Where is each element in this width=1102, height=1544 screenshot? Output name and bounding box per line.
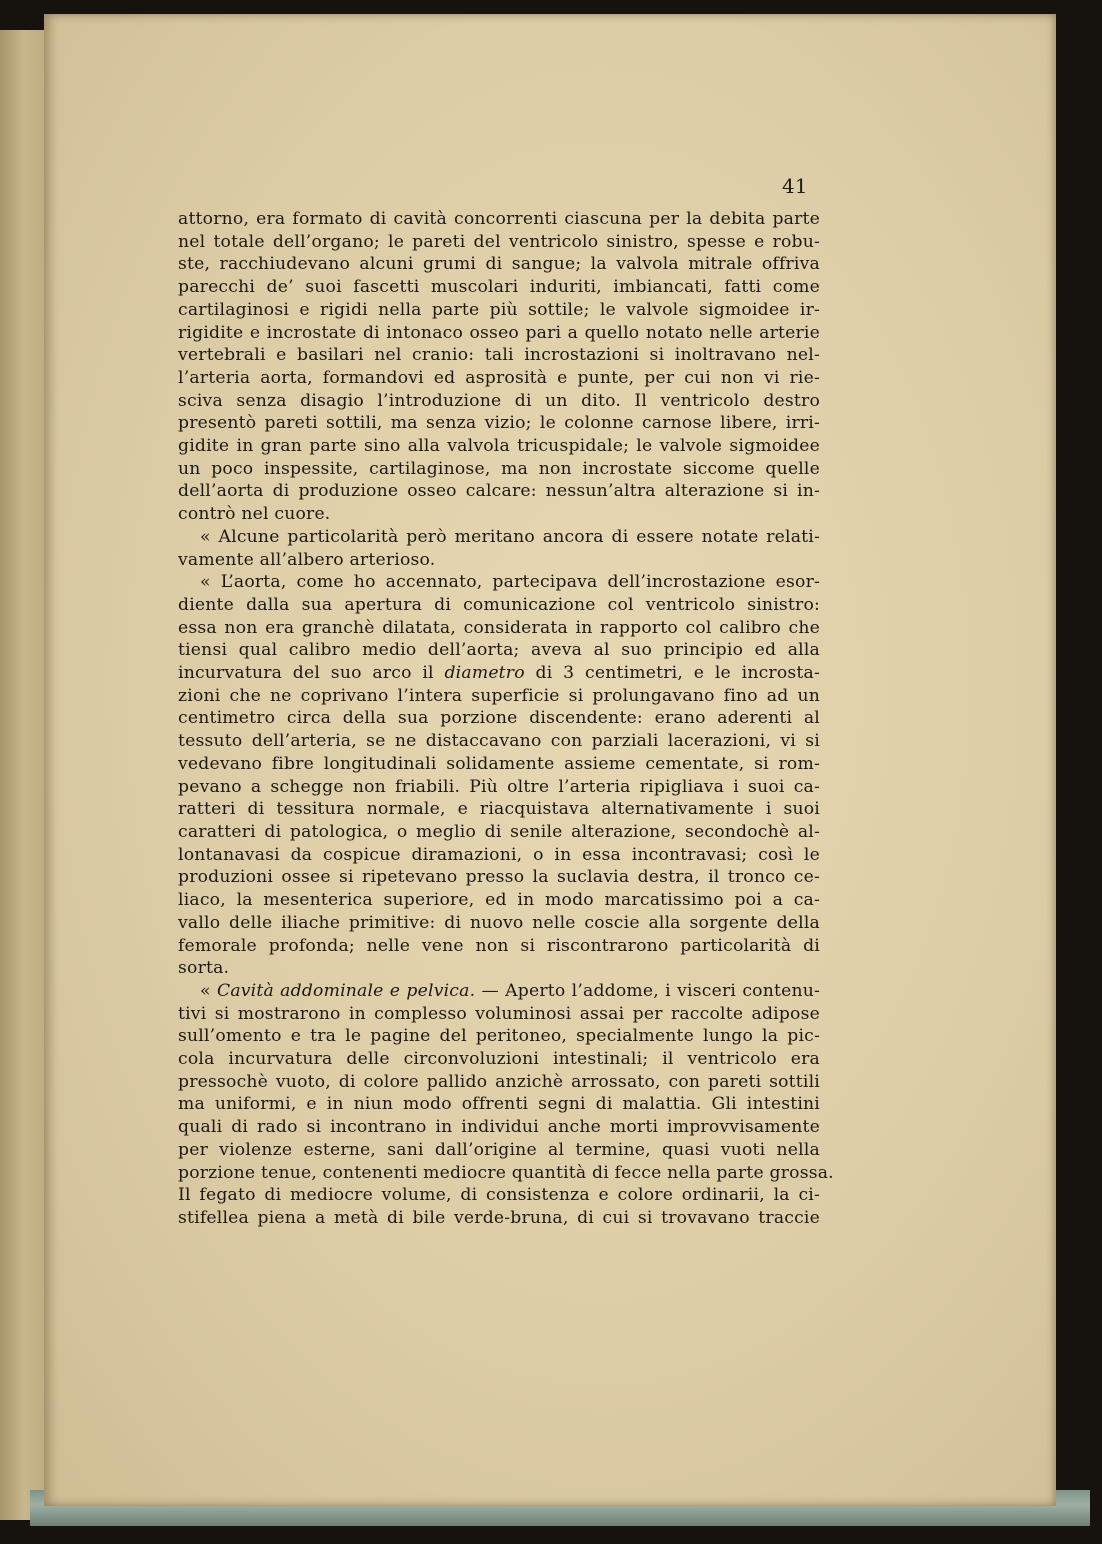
text-line: vertebrali e basilari nel cranio: tali incrostazioni si inoltravano nel- [178,345,820,366]
text-line: diente dalla sua apertura di comunicazione col ventricolo sinistro: [178,594,820,615]
text-line: essa non era granchè dilatata, considerata in rapporto col calibro che [178,617,820,638]
text-line: liaco, la mesenterica superiore, ed in modo marcatissimo poi a ca- [178,890,820,911]
text-line: per violenze esterne, sani dall’origine al termine, quasi vuoti nella [178,1139,820,1160]
text-line: dell’aorta di produzione osseo calcare: nessun’altra alterazione si in- [178,481,820,502]
text-line: femorale profonda; nelle vene non si riscontrarono particolarità di [178,935,820,956]
text-line: gidite in gran parte sino alla valvola tricuspidale; le valvole sigmoidee [178,436,820,457]
text-segment: incurvatura del suo arco il [178,663,445,684]
text-line: produzioni ossee si ripetevano presso la suclavia destra, il tronco ce- [178,867,820,888]
text-line [178,662,820,685]
text-line: quali di rado si incontrano in individui anche morti improvvisamente [178,1117,820,1138]
text-line: attorno, era formato di cavità concorrenti ciascuna per la debita parte [178,209,820,229]
text-line: ma uniformi, e in niun modo offrenti segni di malattia. Gli intestini [178,1094,820,1115]
text-line: zioni che ne coprivano l’intera superficie si prolungavano fino ad un [178,685,820,706]
text-line: vedevano fibre longitudinali solidamente assieme cementate, si rom- [178,753,820,774]
text-line: stifellea piena a metà di bile verde-bruna, di cui si trovavano traccie [178,1207,820,1228]
italic-term: diametro [444,663,525,684]
page-number: 41 [782,174,808,198]
text-line: rigidite e incrostate di intonaco osseo pari a quello notato nelle arterie [178,322,820,343]
text-line: tivi si mostrarono in complesso voluminosi assai per raccolte adipose [178,1003,820,1024]
text-line: tessuto dell’arteria, se ne distaccavano con parziali lacerazioni, vi si [178,731,820,752]
text-line: « Alcune particolarità però meritano ancora di essere notate relati- [200,526,820,547]
text-line: ratteri di tessitura normale, e riacquistava alternativamente i suoi [178,799,820,820]
text-segment: « [200,980,217,1001]
text-line: « L’aorta, come ho accennato, partecipava dell’incrostazione esor- [200,572,820,593]
text-line: vamente all’albero arterioso. [178,549,436,570]
text-segment: di 3 centimetri, e le incrosta- [524,663,820,684]
text-line [178,980,820,1003]
body-text [178,208,834,1230]
text-line: l’arteria aorta, formandovi ed asprosità e punte, per cui non vi rie- [178,367,820,388]
text-line: lontanavasi da cospicue diramazioni, o in essa incontravasi; così le [178,844,820,865]
text-line: pevano a schegge non friabili. Più oltre l’arteria ripigliava i suoi ca- [178,776,820,797]
text-line: tiensi qual calibro medio dell’aorta; aveva al suo principio ed alla [178,640,820,661]
text-line: cartilaginosi e rigidi nella parte più sottile; le valvole sigmoidee ir- [178,299,820,320]
italic-term: Cavità addominale e pelvica. [216,980,476,1001]
text-line: cola incurvatura delle circonvoluzioni intestinali; il ventricolo era [178,1049,820,1070]
text-line: presentò pareti sottili, ma senza vizio; le colonne carnose libere, irri- [178,413,820,434]
text-line: ste, racchiudevano alcuni grumi di sangue; la valvola mitrale offriva [178,254,820,275]
text-line: Il fegato di mediocre volume, di consistenza e colore ordinarii, la ci- [178,1185,820,1206]
text-line: vallo delle iliache primitive: di nuovo nelle coscie alla sorgente della [178,912,820,933]
text-line: porzione tenue, contenenti mediocre quantità di fecce nella parte grossa. [178,1162,834,1183]
text-line: sull’omento e tra le pagine del peritoneo, specialmente lungo la pic- [178,1026,820,1047]
text-line: centimetro circa della sua porzione discendente: erano aderenti al [178,708,820,729]
text-line: caratteri di patologica, o meglio di senile alterazione, secondochè al- [178,821,820,842]
text-line: sciva senza disagio l’introduzione di un dito. Il ventricolo destro [178,390,820,411]
text-line: parecchi de’ suoi fascetti muscolari induriti, imbiancati, fatti come [178,277,820,298]
text-line: pressochè vuoto, di colore pallido anzichè arrossato, con pareti sottili [178,1071,820,1092]
text-line: un poco inspessite, cartilaginose, ma non incrostate siccome quelle [178,458,820,479]
text-line: nel totale dell’organo; le pareti del ventricolo sinistro, spesse e robu- [178,231,820,252]
text-line: contrò nel cuore. [178,504,331,525]
text-line: sorta. [178,958,230,979]
text-segment: — Aperto l’addome, i visceri contenu- [475,980,820,1001]
